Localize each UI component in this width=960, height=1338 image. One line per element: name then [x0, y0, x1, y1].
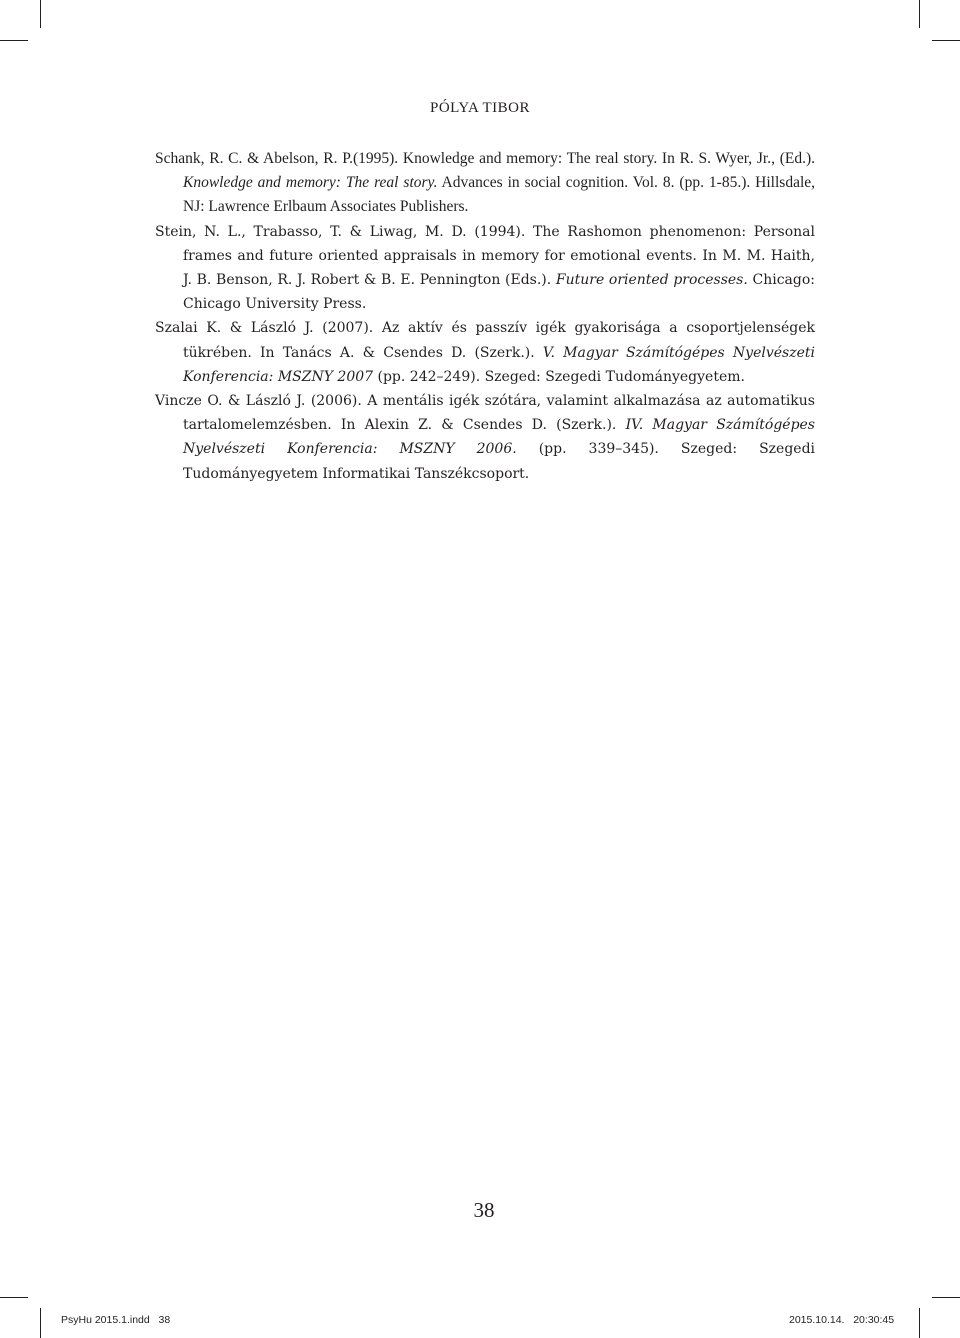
page-number: 38 — [473, 1198, 495, 1222]
reference-text: Szalai K. & László J. (2007). Az aktív és passzív igék gyakorisága a csoportjelenségek tükrében. In Tanács A. & Csendes D. (Szerk.). — [155, 320, 815, 361]
slug-timestamp: 2015.10.14. 20:30:45 — [789, 1314, 895, 1326]
reference-text: Schank, R. C. & Abelson, R. P.(1995). Knowledge and memory: The real story. In R. S. Wyer, Jr., (Ed.). — [155, 150, 815, 167]
reference-text: Vincze O. & László J. (2006). A mentális igék szótára, valamint alkalmazása az automatikus tartalomelemzésben. In Alexin Z. & Csendes D. (Szerk.). — [155, 393, 815, 434]
reference-text: Chicago: Chicago University Press. — [183, 272, 815, 313]
reference-list — [155, 147, 815, 486]
running-header: PÓLYA TIBOR — [430, 100, 530, 116]
reference-item — [155, 220, 815, 317]
reference-item — [155, 316, 815, 389]
reference-text: Stein, N. L., Trabasso, T. & Liwag, M. D. (1994). The Rashomon phenomenon: Personal frames and future oriented appraisals in memory for emotional events. In M. M. Haith, J. B. Benson, R. J. Robert & B. E. Pennington (Eds.). — [155, 223, 815, 289]
reference-text: (pp. 339–345). Szeged: Szegedi Tudományegyetem Informatikai Tanszékcsoport. — [183, 441, 816, 482]
crop-mark-bottom-left — [40, 1308, 41, 1338]
reference-item — [155, 389, 815, 486]
crop-mark-top-left — [40, 0, 41, 28]
reference-title: IV. Magyar Számítógépes Nyelvészeti Konferencia: MSZNY 2006. — [183, 417, 815, 458]
reference-title: Future oriented processes. — [555, 272, 748, 289]
reference-text: Advances in social cognition. Vol. 8. (pp. 1-85.). Hillsdale, NJ: Lawrence Erlbaum Associates Publishers. — [183, 174, 816, 216]
crop-mark-bottom-right-h — [932, 1297, 960, 1298]
crop-mark-bottom-left-h — [0, 1297, 28, 1298]
crop-mark-top-right — [919, 0, 920, 28]
reference-title: V. Magyar Számítógépes Nyelvészeti Konferencia: MSZNY 2007 — [183, 344, 815, 385]
reference-title: Knowledge and memory: The real story. — [183, 174, 438, 192]
slug-file: PsyHu 2015.1.indd 38 — [61, 1314, 171, 1326]
crop-mark-top-right-h — [932, 40, 960, 41]
crop-mark-bottom-right — [919, 1308, 920, 1338]
reference-text: (pp. 242–249). Szeged: Szegedi Tudományegyetem. — [373, 368, 745, 385]
crop-mark-top-left-h — [0, 40, 28, 41]
reference-item — [155, 147, 815, 220]
